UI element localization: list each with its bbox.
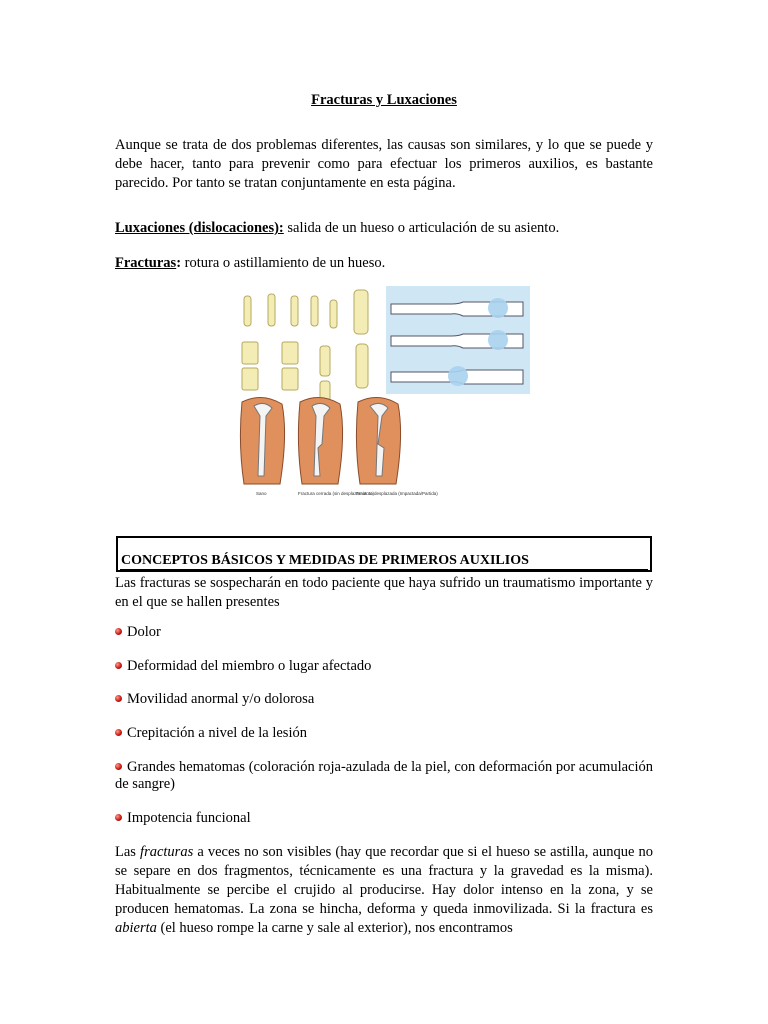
page-title: Fracturas y Luxaciones <box>311 92 457 108</box>
bullet-icon <box>115 729 122 736</box>
section-intro: Las fracturas se sospecharán en todo paciente que haya sufrido un traumatismo importante y en el que se hallen presentes <box>115 575 653 610</box>
fracturas-definition <box>115 255 385 272</box>
fracturas-term: Fracturas <box>115 255 177 271</box>
list-item <box>115 759 653 793</box>
caption-sano: Sano <box>256 491 267 496</box>
list-item-text: Grandes hematomas (coloración roja-azulada de la piel, con deformación por acumulación de sangre) <box>115 759 653 792</box>
bullet-icon <box>115 763 122 770</box>
closing-text-1: Las <box>115 844 141 860</box>
list-item-text: Crepitación a nivel de la lesión <box>127 725 307 741</box>
list-item-text: Impotencia funcional <box>127 810 251 826</box>
section-heading: CONCEPTOS BÁSICOS Y MEDIDAS DE PRIMEROS AUXILIOS <box>121 553 529 568</box>
list-item <box>115 725 653 742</box>
bullet-icon <box>115 628 122 635</box>
list-item <box>115 624 653 641</box>
list-item <box>115 658 653 675</box>
intro-paragraph: Aunque se trata de dos problemas diferentes, las causas son similares, y lo que se puede y debe hacer, tanto para prevenir como para efectuar los primeros auxilios, es bastante parecido. Por tanto se tratan conjuntamente en esta página. <box>115 137 653 191</box>
luxaciones-term: Luxaciones (dislocaciones): <box>115 220 284 236</box>
closing-paragraph <box>115 843 653 938</box>
list-item <box>115 810 653 827</box>
list-item-text: Dolor <box>127 624 161 640</box>
caption-cerrada: Fractura cerrada (sin desplazamiento) <box>298 491 375 496</box>
luxaciones-text: salida de un hueso o articulación de su asiento. <box>283 220 560 236</box>
closing-emphasis-fracturas: fracturas <box>140 844 194 860</box>
closing-text-3: (el hueso rompe la carne y sale al exterior), nos encontramos <box>156 920 513 936</box>
list-item-text: Deformidad del miembro o lugar afectado <box>127 658 372 674</box>
caption-desplazada: Fractura desplazada (Impactada/Partida) <box>356 491 438 496</box>
section-heading-box <box>116 536 652 572</box>
bullet-icon <box>115 695 122 702</box>
bullet-icon <box>115 662 122 669</box>
fracture-illustration <box>236 286 530 504</box>
fracturas-text: rotura o astillamiento de un hueso. <box>181 255 386 271</box>
list-item-text: Movilidad anormal y/o dolorosa <box>127 691 315 707</box>
bone-types-drawing <box>242 290 368 401</box>
list-item <box>115 691 653 708</box>
heading-underline <box>120 569 648 570</box>
luxaciones-definition <box>115 220 559 237</box>
closing-text-2: a veces no son visibles (hay que recordar que si el hueso se astilla, aunque no se separe en dos fragmentos, técnicamente es una fractura y la gravedad es la misma). Habitualmente se percibe el crujido al producirse. Hay dolor intenso en la zona, y se producen hematomas. La zona se hincha, deforma y queda inmovilizada. Si la fractura es <box>115 844 654 917</box>
fracturas-colon: : <box>176 255 182 271</box>
bullet-icon <box>115 814 122 821</box>
closing-emphasis-abierta: abierta <box>115 920 157 936</box>
